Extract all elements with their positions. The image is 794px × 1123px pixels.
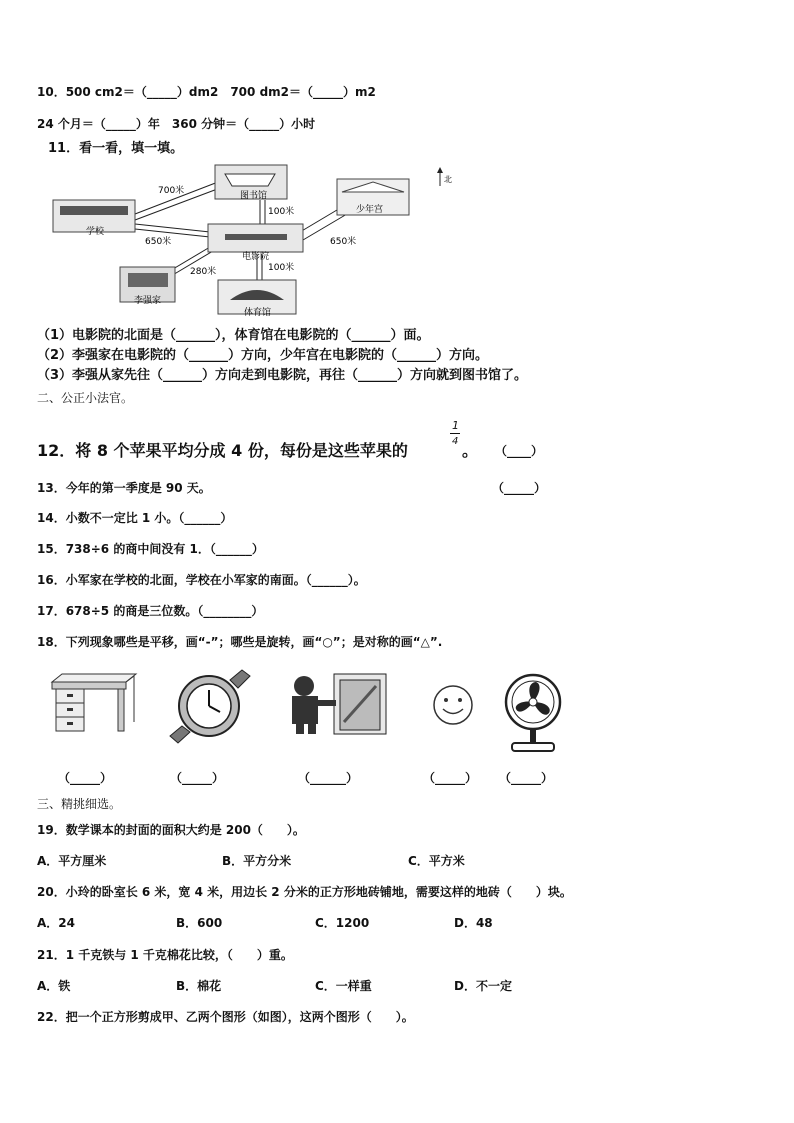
q12-frac-bar bbox=[450, 433, 460, 434]
q21-text: 21．1 千克铁与 1 千克棉花比较，（ ）重。 bbox=[37, 948, 293, 962]
section3-heading: 三、精挑细选。 bbox=[37, 797, 122, 811]
q17-text: 17．678÷5 的商是三位数。（________） bbox=[37, 604, 264, 618]
map-label-gym: 体育馆 bbox=[244, 308, 272, 318]
map-label-cinema: 电影院 bbox=[242, 252, 270, 262]
dist-cinema-youth: 650米 bbox=[330, 237, 357, 247]
q19-opt-b: B．平方分米 bbox=[222, 854, 292, 868]
electric-fan-picture bbox=[500, 672, 566, 754]
q12-end: 。 bbox=[462, 441, 479, 460]
q12-frac-den: 4 bbox=[452, 436, 459, 447]
map-label-school: 学校 bbox=[86, 227, 105, 237]
dist-school-cinema: 650米 bbox=[145, 237, 172, 247]
q18-blank-4: （_____） bbox=[423, 771, 478, 785]
q18-text: 18．下列现象哪些是平移，画“-”；哪些是旋转，画“○”；是对称的画“△”. bbox=[37, 635, 443, 649]
q20-opt-c: C．1200 bbox=[315, 916, 370, 930]
q19-opt-c: C．平方米 bbox=[408, 854, 465, 868]
map-label-youth-palace: 少年宫 bbox=[356, 205, 384, 215]
desk-picture bbox=[48, 672, 140, 736]
map-label-library: 图书馆 bbox=[240, 191, 268, 201]
q18-blank-2: （_____） bbox=[170, 771, 225, 785]
q21-opt-a: A．铁 bbox=[37, 979, 71, 993]
watch-picture bbox=[164, 666, 256, 744]
q11-p2: （2）李强家在电影院的（______）方向，少年宫在电影院的（______）方向。 bbox=[37, 348, 489, 363]
q19-opt-a: A．平方厘米 bbox=[37, 854, 107, 868]
q16-text: 16．小军家在学校的北面，学校在小军家的南面。（______）。 bbox=[37, 573, 366, 587]
q11-title: 11．看一看，填一填。 bbox=[48, 141, 184, 156]
map-label-li-home: 李强家 bbox=[134, 296, 162, 306]
q22-text: 22．把一个正方形剪成甲、乙两个图形（如图），这两个图形（ ）。 bbox=[37, 1010, 414, 1024]
q18-blank-3: （______） bbox=[298, 771, 359, 785]
q21-opt-d: D．不一定 bbox=[454, 979, 512, 993]
q20-opt-b: B．600 bbox=[176, 916, 223, 930]
q12-frac-num: 1 bbox=[452, 419, 459, 432]
q12-blank: （____） bbox=[495, 444, 544, 458]
q19-text: 19．数学课本的封面的面积大约是 200（ ）。 bbox=[37, 823, 305, 837]
q15-text: 15．738÷6 的商中间没有 1．（______） bbox=[37, 542, 264, 556]
q18-blank-1: （_____） bbox=[58, 771, 113, 785]
q20-opt-a: A．24 bbox=[37, 916, 75, 930]
q13-blank: （_____） bbox=[492, 481, 547, 495]
cinema-building bbox=[208, 224, 303, 252]
q11-p3: （3）李强从家先往（______）方向走到电影院，再往（______）方向就到图书馆了。 bbox=[37, 368, 528, 383]
north-label: 北 bbox=[444, 175, 452, 184]
q20-text: 20．小玲的卧室长 6 米，宽 4 米，用边长 2 分米的正方形地砖铺地，需要这样的地砖（ ）块。 bbox=[37, 885, 572, 899]
q20-opt-d: D．48 bbox=[454, 916, 493, 930]
q13-text: 13．今年的第一季度是 90 天。 bbox=[37, 481, 211, 495]
q10-line1: 10．500 cm2＝（_____）dm2 700 dm2＝（_____）m2 bbox=[37, 85, 376, 99]
dist-cinema-gym: 100米 bbox=[268, 263, 295, 273]
q21-opt-c: C．一样重 bbox=[315, 979, 372, 993]
section2-heading: 二、公正小法官。 bbox=[37, 391, 134, 405]
dist-school-library: 700米 bbox=[158, 186, 185, 196]
q11-p1: （1）电影院的北面是（______），体育馆在电影院的（______）面。 bbox=[37, 328, 430, 343]
q12-text: 12．将 8 个苹果平均分成 4 份，每份是这些苹果的 bbox=[37, 441, 408, 460]
q11-map bbox=[50, 162, 450, 317]
window-push-picture bbox=[282, 672, 388, 736]
north-arrow-icon bbox=[437, 167, 443, 186]
smiley-face-picture bbox=[430, 682, 476, 728]
dist-library-cinema: 100米 bbox=[268, 207, 295, 217]
q21-opt-b: B．棉花 bbox=[176, 979, 222, 993]
q14-text: 14．小数不一定比 1 小。（______） bbox=[37, 511, 233, 525]
q10-line2: 24 个月＝（_____）年 360 分钟＝（_____）小时 bbox=[37, 117, 316, 131]
q18-blank-5: （_____） bbox=[499, 771, 554, 785]
dist-home-cinema: 280米 bbox=[190, 267, 217, 277]
